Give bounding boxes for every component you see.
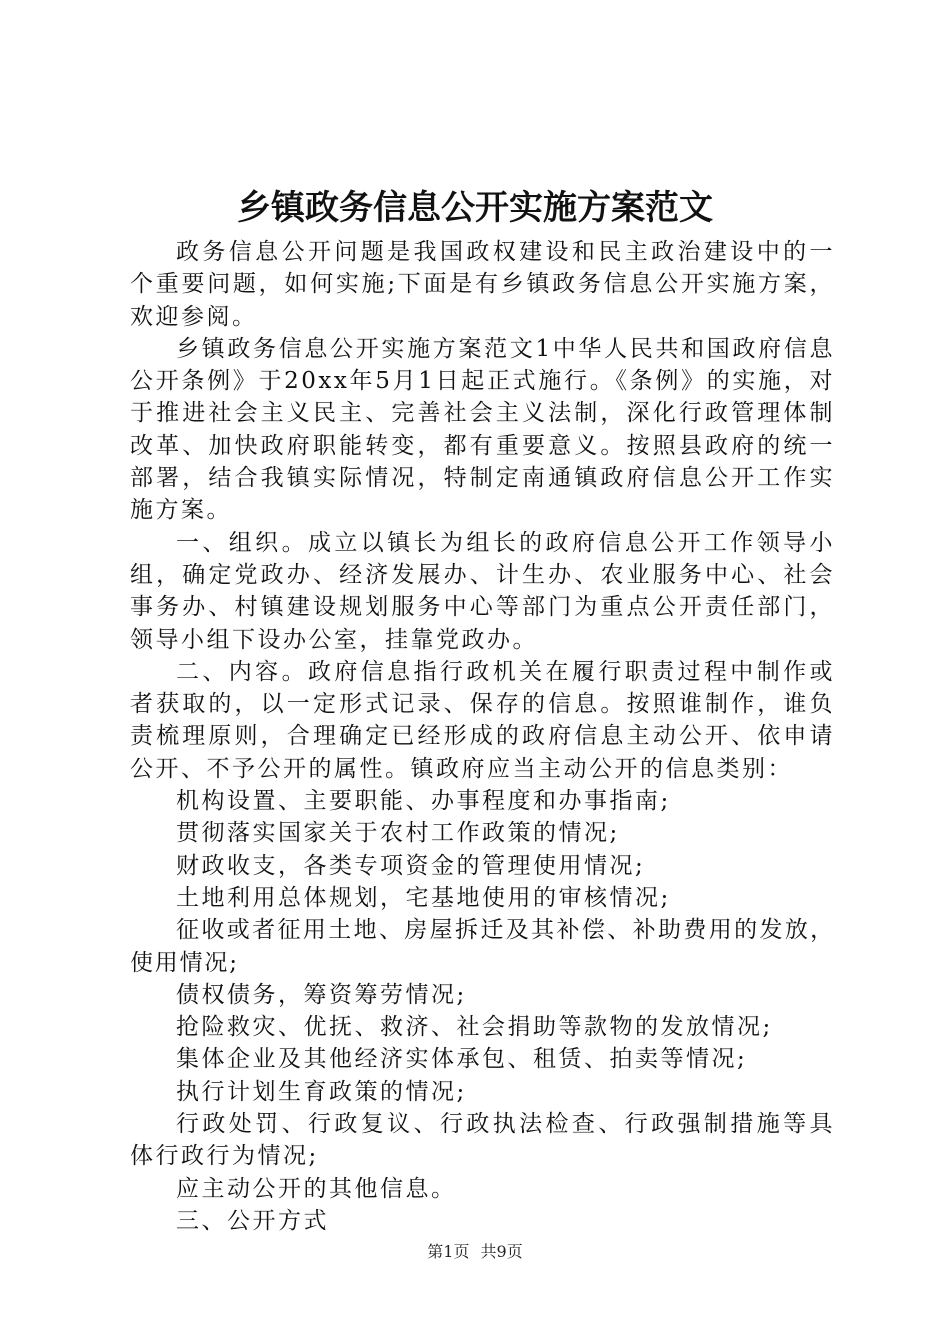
paragraph-intro: 政务信息公开问题是我国政权建设和民主政治建设中的一个重要问题，如何实施;下面是有乡镇政务信息公开实施方案，欢迎参阅。: [130, 239, 835, 330]
list-item: 征收或者征用土地、房屋拆迁及其补偿、补助费用的发放，使用情况;: [130, 917, 835, 976]
list-item: 债权债务，筹资筹劳情况;: [176, 981, 467, 1008]
list-item: 土地利用总体规划，宅基地使用的审核情况;: [176, 884, 671, 911]
list-item: 机构设置、主要职能、办事程度和办事指南;: [176, 788, 671, 815]
paragraph-organization: 一、组织。成立以镇长为组长的政府信息公开工作领导小组，确定党政办、经济发展办、计生办、农业服务中心、社会事务办、村镇建设规划服务中心等部门为重点公开责任部门，领导小组下设办公室，挂靠党政办。: [130, 529, 835, 653]
paragraph-background: 乡镇政务信息公开实施方案范文1中华人民共和国政府信息公开条例》于20xx年5月1日起正式施行。《条例》的实施，对于推进社会主义民主、完善社会主义法制，深化行政管理体制改革、加快政府职能转变，都有重要意义。按照县政府的统一部署，结合我镇实际情况，特制定南通镇政府信息公开工作实施方案。: [130, 335, 835, 524]
page-number: 第1页: [427, 1242, 470, 1261]
paragraph-content: 二、内容。政府信息指行政机关在履行职责过程中制作或者获取的，以一定形式记录、保存的信息。按照谁制作，谁负责梳理原则，合理确定已经形成的政府信息主动公开、依申请公开、不予公开的属性。镇政府应当主动公开的信息类别：: [130, 658, 835, 782]
list-item: 财政收支，各类专项资金的管理使用情况;: [176, 852, 646, 879]
section-heading: 三、公开方式: [176, 1207, 329, 1234]
list-item: 抢险救灾、优抚、救济、社会捐助等款物的发放情况;: [176, 1014, 773, 1041]
page-total: 共9页: [480, 1242, 523, 1261]
list-item: 贯彻落实国家关于农村工作政策的情况;: [176, 820, 620, 847]
list-item: 执行计划生育政策的情况;: [176, 1078, 467, 1105]
list-item: 集体企业及其他经济实体承包、租赁、拍卖等情况;: [176, 1046, 748, 1073]
document-title: 乡镇政务信息公开实施方案范文: [237, 188, 713, 228]
page-footer: [0, 1241, 950, 1263]
list-item: 行政处罚、行政复议、行政执法检查、行政强制措施等具体行政行为情况;: [130, 1111, 835, 1170]
list-item: 应主动公开的其他信息。: [176, 1175, 457, 1202]
document-body: [130, 236, 835, 1237]
